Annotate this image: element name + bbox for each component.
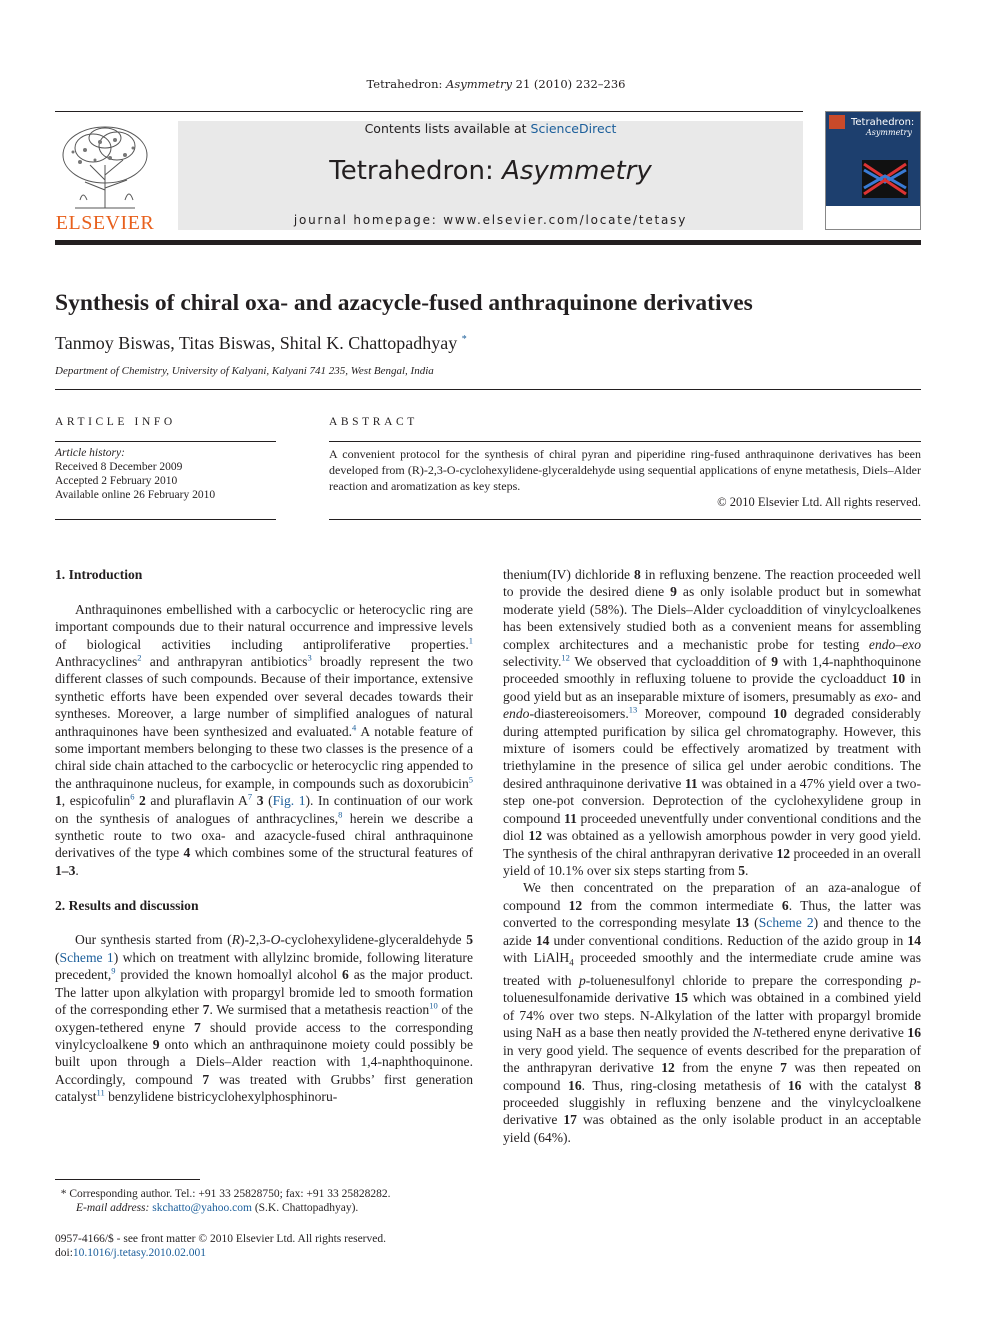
article-info-heading: ARTICLE INFO — [55, 416, 176, 428]
affiliation: Department of Chemistry, University of Kalyani, Kalyani 741 235, West Bengal, India — [55, 365, 434, 377]
section-heading-intro: 1. Introduction — [55, 567, 143, 582]
paragraph: Our synthesis started from (R)-2,3-O-cyclohexylidene-glyceraldehyde 5 (Scheme 1) which on treatment with allylzinc bromide, following literature precedent,$^9$ provided the known homoallyl alcohol 6 as the major product. The latter upon alkylation with propargyl bromide led to smooth formation of the corresponding ether 7. We surmised that a metathesis reaction$^{10}$ of the oxygen-tethered enyne 7 should provide access to the corresponding vinylcycloalkene 9 onto which an anthraquinone moiety could possibly be built upon through a Diels–Alder reaction with 1,4-naphthoquinone. Accordingly, compound 7 was treated with Grubbs’ first generation catalyst$^{11}$ benzylidene bistricyclohexylphosphinoru- — [55, 932, 474, 1105]
body-right-column — [503, 566, 921, 1146]
body-left-column — [55, 566, 473, 1106]
journal-title: Tetrahedron: Asymmetry — [329, 156, 652, 186]
contents-line: Contents lists available at ScienceDirect — [364, 121, 617, 136]
cover-graphic — [862, 160, 908, 198]
abstract-rule — [329, 441, 921, 442]
footnote-rule — [55, 1179, 200, 1180]
running-header: Tetrahedron: Asymmetry 21 (2010) 232–236 — [366, 77, 626, 91]
article-info-rule — [55, 441, 276, 442]
section-heading-results: 2. Results and discussion — [55, 897, 199, 913]
paragraph: We then concentrated on the preparation of an aza-analogue of compound 12 from the common intermediate 6. Thus, the latter was converted to the corresponding mesylate 13 (Scheme 2) and thence to the azide 14 under conventional conditions. Reduction of the azido group in 14 with LiAlH$_4$ proceeded smoothly and the intermediate crude amine was treated with p-toluenesulfonyl chloride to prepare the corresponding p-toluenesulfonamide derivative 15 which was obtained in a combined yield of 74% over two steps. N-Alkylation of the latter with propargyl bromide using NaH as a base then neatly provided the N-tethered enyne derivative 16 in very good yield. The sequence of events described for the preparation of the anthrapyran derivative 12 from the enyne 7 was then repeated on compound 16. Thus, ring-closing metathesis of 16 with the catalyst 8 proceeded sluggishly in refluxing benzene and the vinylcycloalkene derivative 17 was obtained as the only isolable product in an acceptable yield (64%). — [503, 880, 922, 1145]
paragraph: thenium(IV) dichloride 8 in refluxing benzene. The reaction proceeded well to provide the desired diene 9 as only isolable product but in somewhat moderate yield (58%). The Diels–Alder cycloaddition of vinylcycloalkenes has been extensively studied both as a convenient means for assembling complex architectures and a mechanistic probe for testing endo–exo selectivity.$^{12}$ We observed that cycloaddition of 9 with 1,4-naphthoquinone proceeded smoothly in refluxing toluene to provide the cycloadduct 10 in good yield but as an inseparable mixture of isomers, presumably as exo- and endo-diastereoisomers.$^{13}$ Moreover, compound 10 degraded considerably during attempted purification by silica gel chromatography. However, this mixture of isomers could be effectively aromatized by treatment with triethylamine in the presence of silica gel under aerobic conditions. The desired anthraquinone derivative 11 was obtained in a 47% yield over a two-step one-pot conversion. Deprotection of the cyclohexylidene group in compound 11 proceeded uneventfully under conventional conditions and the diol 12 was obtained as a yellowish amorphous powder in very good yield. The synthesis of the chiral anthrapyran derivative 12 proceeded in an overall yield of 10.1% over six steps starting from 5. — [503, 567, 922, 878]
abstract-heading: ABSTRACT — [329, 416, 418, 428]
cover-logo — [829, 115, 845, 129]
corresponding-footnote: * Corresponding author. Tel.: +91 33 25828750; fax: +91 33 25828282. E-mail address: skchatto@yahoo.com (S.K. Chattopadhyay). — [55, 1188, 391, 1214]
corresponding-mark[interactable]: * — [461, 334, 467, 345]
title-rule — [55, 389, 921, 390]
email-link[interactable]: skchatto@yahoo.com — [152, 1202, 252, 1214]
abstract-text: A convenient protocol for the synthesis of chiral pyran and piperidine ring-fused anthraquinone derivatives has been developed from (R)-2,3-O-cyclohexylidene-glyceraldehyde using sequential applications of enyne metathesis, Diels–Alder reaction and aromatization as key steps. — [329, 447, 921, 493]
article-info-bottom-rule — [55, 519, 276, 520]
cover-subtitle: Asymmetry — [866, 128, 912, 137]
issn-block: 0957-4166/$ - see front matter © 2010 Elsevier Ltd. All rights reserved. doi:10.1016/j.tetasy.2010.02.001 — [55, 1233, 386, 1259]
article-title: Synthesis of chiral oxa- and azacycle-fused anthraquinone derivatives — [55, 290, 753, 316]
cover-footer — [826, 206, 920, 229]
abstract-copyright: © 2010 Elsevier Ltd. All rights reserved. — [717, 495, 921, 509]
sciencedirect-link[interactable]: ScienceDirect — [530, 121, 617, 136]
doi-link[interactable]: 10.1016/j.tetasy.2010.02.001 — [72, 1247, 206, 1259]
article-history: Article history: Received 8 December 2009 Accepted 2 February 2010 Available online 26 February 2010 — [55, 447, 216, 501]
banner-rule — [55, 240, 921, 245]
cover-title: Tetrahedron: — [851, 117, 915, 128]
author-list: Tanmoy Biswas, Titas Biswas, Shital K. Chattopadhyay * — [55, 333, 467, 353]
paragraph: Anthraquinones embellished with a carbocyclic or heterocyclic ring are important compounds due to their natural occurrence and impressive levels of biological activities including antiproliferative properties.$^1$ Anthracyclines$^2$ and anthrapyran antibiotics$^3$ broadly represent the two different classes of such compounds. Because of their importance, extensive synthetic efforts have been expended over several decades towards their syntheses. Moreover, a large number of simplified analogues of natural anthraquinones have been synthesized and evaluated.$^4$ A notable feature of some important members belonging to these two classes is the presence of a chiral side chain attached to the carbocyclic or heterocyclic ring appended to the anthraquinone nucleus, for example, in compounds such as doxorubicin$^5$ 1, espicofulin$^6$ 2 and pluraflavin $A^7$ 3 (Fig. 1). In continuation of our work on the synthesis of analogues of anthracyclines,$^8$ herein we describe a synthetic route to two oxa- and azacycle-fused chiral anthraquinone derivatives of the type 4 which combines some of the structural features of 1–3. — [55, 601, 474, 878]
header-rule — [55, 111, 803, 112]
elsevier-wordmark: ELSEVIER — [55, 212, 155, 234]
abstract-bottom-rule — [329, 519, 921, 520]
journal-homepage[interactable]: journal homepage: www.elsevier.com/locate/tetasy — [293, 213, 688, 227]
